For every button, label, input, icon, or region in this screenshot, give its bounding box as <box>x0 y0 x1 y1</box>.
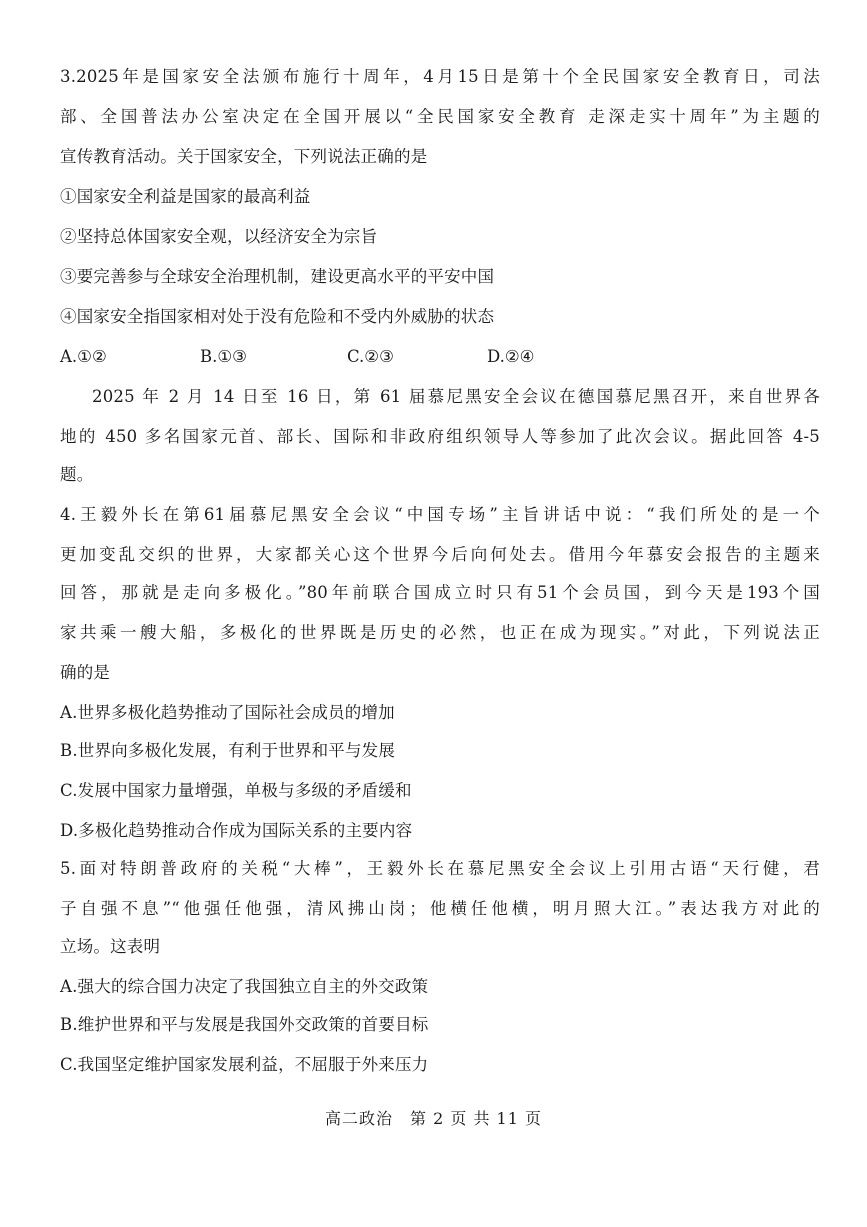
q4-stem-line-5: 确的是 <box>60 663 111 682</box>
q4-stem-line-1: 4.王毅外长在第61届慕尼黑安全会议“中国专场”主旨讲话中说：“我们所处的是一个 <box>60 505 820 524</box>
q3-item-2: ②坚持总体国家安全观，以经济安全为宗旨 <box>60 227 378 246</box>
q3-stem-line-2: 部、全国普法办公室决定在全国开展以“全民国家安全教育 走深走实十周年”为主题的 <box>60 107 820 126</box>
q4-option-d: D.多极化趋势推动合作成为国际关系的主要内容 <box>60 821 413 840</box>
q4-option-c: C.发展中国家力量增强，单极与多级的矛盾缓和 <box>60 781 412 800</box>
q5-stem-line-1: 5.面对特朗普政府的关税“大棒”，王毅外长在慕尼黑安全会议上引用古语“天行健，君 <box>60 859 820 878</box>
material-line-1: 2025 年 2 月 14 日至 16 日，第 61 届慕尼黑安全会议在德国慕尼黑召开，来自世界各 <box>92 387 820 406</box>
q3-item-3: ③要完善参与全球安全治理机制，建设更高水平的平安中国 <box>60 267 495 286</box>
q4-stem-line-4: 家共乘一艘大船，多极化的世界既是历史的必然，也正在成为现实。”对此，下列说法正 <box>60 623 820 642</box>
q4-option-a: A.世界多极化趋势推动了国际社会成员的增加 <box>60 703 395 722</box>
q3-item-1: ①国家安全利益是国家的最高利益 <box>60 187 311 206</box>
q3-stem-line-3: 宣传教育活动。关于国家安全，下列说法正确的是 <box>60 147 428 166</box>
q5-option-a: A.强大的综合国力决定了我国独立自主的外交政策 <box>60 977 429 996</box>
q3-option-c: C.②③ <box>347 347 394 366</box>
q5-stem-line-3: 立场。这表明 <box>60 937 161 956</box>
q4-stem-line-3: 回答，那就是走向多极化。”80年前联合国成立时只有51个会员国，到今天是193个国 <box>60 583 820 602</box>
q3-option-a: A.①② <box>60 347 107 366</box>
q4-stem-line-2: 更加变乱交织的世界，大家都关心这个世界今后向何处去。借用今年慕安会报告的主题来 <box>60 545 820 564</box>
q5-stem-line-2: 子自强不息”“他强任他强，清风拂山岗；他横任他横，明月照大江。”表达我方对此的 <box>60 899 820 918</box>
page-footer: 高二政治 第 2 页 共 11 页 <box>325 1109 542 1128</box>
material-line-3: 题。 <box>60 465 94 484</box>
material-line-2: 地的 450 多名国家元首、部长、国际和非政府组织领导人等参加了此次会议。据此回答 4-5 <box>60 427 820 446</box>
q5-option-c: C.我国坚定维护国家发展利益，不屈服于外来压力 <box>60 1055 429 1074</box>
q3-option-b: B.①③ <box>200 347 247 366</box>
q5-option-b: B.维护世界和平与发展是我国外交政策的首要目标 <box>60 1015 429 1034</box>
q3-option-d: D.②④ <box>487 347 535 366</box>
q3-item-4: ④国家安全指国家相对处于没有危险和不受内外威胁的状态 <box>60 307 495 326</box>
q3-stem-line-1: 3.2025年是国家安全法颁布施行十周年，4月15日是第十个全民国家安全教育日，司法 <box>60 67 820 86</box>
q4-option-b: B.世界向多极化发展，有利于世界和平与发展 <box>60 741 396 760</box>
